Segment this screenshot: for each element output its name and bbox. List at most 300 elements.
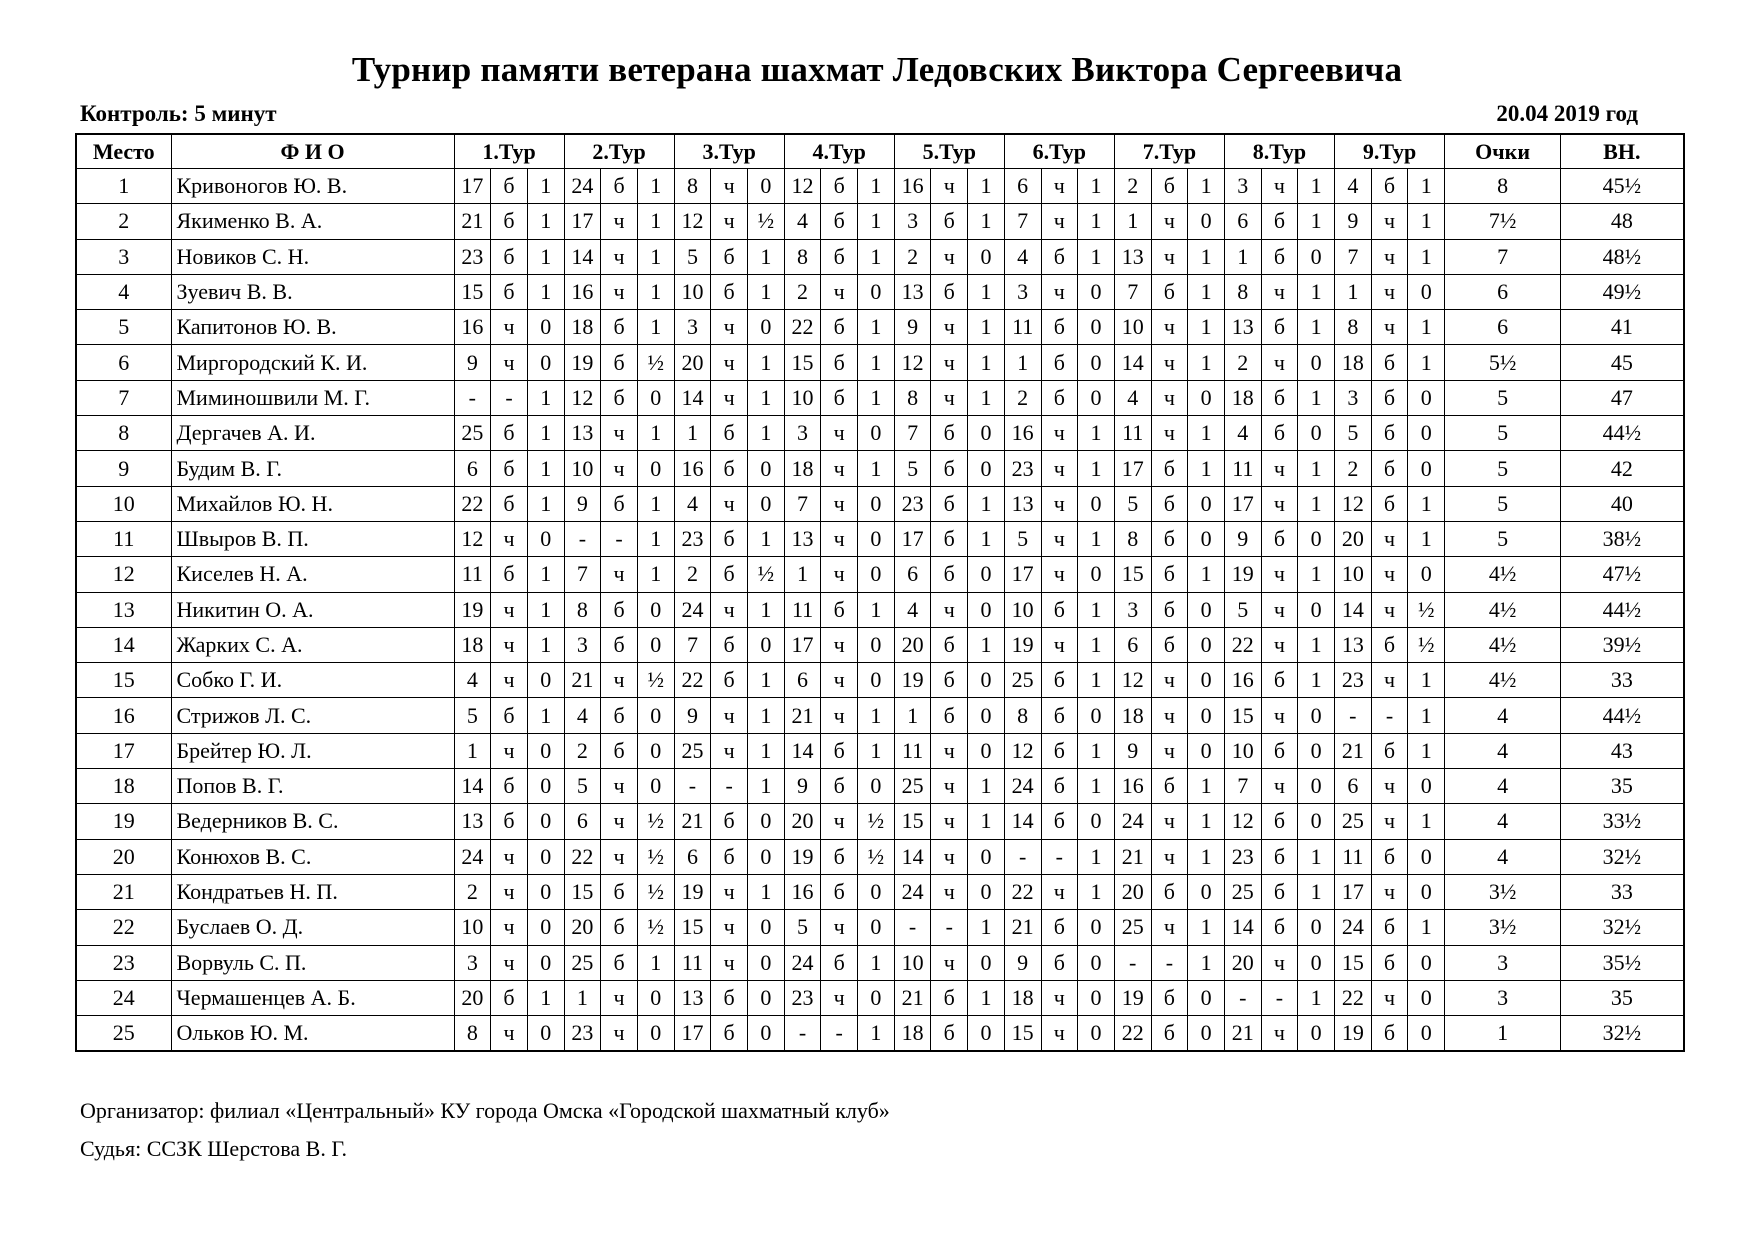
result-cell: 1	[637, 274, 674, 309]
opponent-cell: 5	[674, 239, 711, 274]
opponent-cell: 21	[454, 204, 491, 239]
color-cell: ч	[601, 557, 638, 592]
result-cell: 0	[527, 521, 564, 556]
place-cell: 4	[76, 274, 171, 309]
color-cell: -	[1151, 945, 1188, 980]
player-name-cell: Жарких С. А.	[171, 627, 454, 662]
result-cell: 1	[968, 980, 1005, 1015]
opponent-cell: 16	[784, 874, 821, 909]
result-cell: 1	[858, 310, 895, 345]
opponent-cell: 18	[784, 451, 821, 486]
result-cell: 1	[527, 627, 564, 662]
color-cell: б	[711, 451, 748, 486]
result-cell: 1	[968, 486, 1005, 521]
color-cell: ч	[821, 980, 858, 1015]
color-cell: б	[1371, 345, 1408, 380]
result-cell: 1	[1078, 839, 1115, 874]
opponent-cell: 24	[1004, 769, 1041, 804]
color-cell: ч	[931, 839, 968, 874]
color-cell: б	[931, 557, 968, 592]
opponent-cell: 19	[674, 874, 711, 909]
player-name-cell: Кривоногов Ю. В.	[171, 169, 454, 204]
opponent-cell: 19	[784, 839, 821, 874]
result-cell: 1	[1298, 557, 1335, 592]
opponent-cell: 3	[1224, 169, 1261, 204]
result-cell: 0	[1188, 486, 1225, 521]
place-cell: 13	[76, 592, 171, 627]
result-cell: 1	[527, 204, 564, 239]
result-cell: 0	[1078, 557, 1115, 592]
color-cell: ч	[711, 345, 748, 380]
place-cell: 6	[76, 345, 171, 380]
color-cell: б	[711, 980, 748, 1015]
opponent-cell: 8	[564, 592, 601, 627]
color-cell: ч	[1041, 416, 1078, 451]
result-cell: ½	[858, 839, 895, 874]
result-cell: 0	[1298, 698, 1335, 733]
color-cell: б	[601, 698, 638, 733]
result-cell: 1	[1408, 345, 1445, 380]
color-cell: ч	[1261, 451, 1298, 486]
color-cell: б	[1371, 169, 1408, 204]
header-row	[76, 134, 1684, 169]
color-cell: ч	[601, 769, 638, 804]
tiebreak-cell: 45	[1561, 345, 1684, 380]
color-cell: ч	[711, 204, 748, 239]
color-cell: ч	[1371, 592, 1408, 627]
color-cell: б	[1151, 592, 1188, 627]
result-cell: 0	[968, 239, 1005, 274]
result-cell: 0	[858, 274, 895, 309]
results-table	[75, 133, 1685, 1052]
tiebreak-cell: 44½	[1561, 698, 1684, 733]
color-cell: б	[601, 169, 638, 204]
opponent-cell: 8	[784, 239, 821, 274]
color-cell: б	[931, 486, 968, 521]
color-cell: ч	[931, 874, 968, 909]
opponent-cell: 23	[454, 239, 491, 274]
opponent-cell: 3	[1335, 380, 1372, 415]
points-cell: 5	[1445, 451, 1561, 486]
result-cell: 0	[748, 1016, 785, 1052]
color-cell: ч	[711, 733, 748, 768]
opponent-cell: 17	[1335, 874, 1372, 909]
opponent-cell: 21	[1114, 839, 1151, 874]
result-cell: 0	[1298, 521, 1335, 556]
result-cell: 0	[527, 910, 564, 945]
player-name-cell: Швыров В. П.	[171, 521, 454, 556]
opponent-cell: 8	[1004, 698, 1041, 733]
opponent-cell: 14	[1004, 804, 1041, 839]
tiebreak-cell: 33	[1561, 663, 1684, 698]
table-row	[76, 769, 1684, 804]
color-cell: б	[601, 486, 638, 521]
opponent-cell: 1	[454, 733, 491, 768]
opponent-cell: 18	[1335, 345, 1372, 380]
opponent-cell: 18	[1114, 698, 1151, 733]
player-name-cell: Чермашенцев А. Б.	[171, 980, 454, 1015]
header-round-9: 9.Тур	[1335, 134, 1445, 169]
points-cell: 1	[1445, 1016, 1561, 1052]
result-cell: 0	[1298, 910, 1335, 945]
opponent-cell: 25	[1224, 874, 1261, 909]
opponent-cell: 7	[1004, 204, 1041, 239]
opponent-cell: 23	[894, 486, 931, 521]
result-cell: 1	[1188, 169, 1225, 204]
result-cell: 0	[1078, 380, 1115, 415]
result-cell: 1	[748, 698, 785, 733]
color-cell: ч	[821, 451, 858, 486]
color-cell: ч	[1371, 204, 1408, 239]
player-name-cell: Якименко В. А.	[171, 204, 454, 239]
color-cell: б	[601, 380, 638, 415]
opponent-cell: 21	[1224, 1016, 1261, 1052]
color-cell: ч	[821, 663, 858, 698]
result-cell: 1	[968, 627, 1005, 662]
opponent-cell: 6	[894, 557, 931, 592]
result-cell: 1	[1188, 451, 1225, 486]
color-cell: б	[821, 239, 858, 274]
opponent-cell: 5	[454, 698, 491, 733]
color-cell: ч	[601, 416, 638, 451]
color-cell: б	[821, 310, 858, 345]
color-cell: ч	[491, 910, 528, 945]
opponent-cell: 10	[454, 910, 491, 945]
opponent-cell: 6	[784, 663, 821, 698]
color-cell: ч	[601, 204, 638, 239]
opponent-cell: 12	[1114, 663, 1151, 698]
opponent-cell: 4	[1335, 169, 1372, 204]
opponent-cell: 17	[564, 204, 601, 239]
points-cell: 3	[1445, 945, 1561, 980]
opponent-cell: 20	[784, 804, 821, 839]
table-row	[76, 980, 1684, 1015]
opponent-cell: 10	[1335, 557, 1372, 592]
place-cell: 19	[76, 804, 171, 839]
opponent-cell: 2	[1004, 380, 1041, 415]
opponent-cell: 14	[674, 380, 711, 415]
color-cell: -	[1261, 980, 1298, 1015]
opponent-cell: 6	[674, 839, 711, 874]
color-cell: б	[821, 169, 858, 204]
opponent-cell: 15	[1114, 557, 1151, 592]
opponent-cell: 8	[674, 169, 711, 204]
result-cell: 1	[748, 274, 785, 309]
color-cell: ч	[931, 169, 968, 204]
result-cell: 0	[637, 1016, 674, 1052]
color-cell: б	[1151, 451, 1188, 486]
tiebreak-cell: 47	[1561, 380, 1684, 415]
tiebreak-cell: 43	[1561, 733, 1684, 768]
points-cell: 7½	[1445, 204, 1561, 239]
color-cell: ч	[491, 663, 528, 698]
points-cell: 5	[1445, 380, 1561, 415]
color-cell: ч	[931, 804, 968, 839]
opponent-cell: 23	[1004, 451, 1041, 486]
opponent-cell: 13	[1224, 310, 1261, 345]
opponent-cell: 20	[674, 345, 711, 380]
opponent-cell: 13	[894, 274, 931, 309]
result-cell: 1	[527, 274, 564, 309]
result-cell: 1	[1188, 310, 1225, 345]
result-cell: 1	[527, 486, 564, 521]
table-row	[76, 345, 1684, 380]
result-cell: 1	[968, 380, 1005, 415]
color-cell: ч	[1371, 769, 1408, 804]
points-cell: 4½	[1445, 663, 1561, 698]
result-cell: 1	[968, 769, 1005, 804]
result-cell: 0	[637, 627, 674, 662]
color-cell: ч	[1371, 274, 1408, 309]
result-cell: 1	[858, 345, 895, 380]
table-row	[76, 804, 1684, 839]
color-cell: ч	[1151, 910, 1188, 945]
color-cell: ч	[1151, 345, 1188, 380]
player-name-cell: Михайлов Ю. Н.	[171, 486, 454, 521]
table-row	[76, 627, 1684, 662]
opponent-cell: 12	[454, 521, 491, 556]
opponent-cell: 16	[1114, 769, 1151, 804]
tiebreak-cell: 38½	[1561, 521, 1684, 556]
result-cell: 1	[1188, 239, 1225, 274]
result-cell: 0	[748, 627, 785, 662]
opponent-cell: 20	[1114, 874, 1151, 909]
result-cell: 1	[1408, 486, 1445, 521]
tiebreak-cell: 47½	[1561, 557, 1684, 592]
tiebreak-cell: 44½	[1561, 416, 1684, 451]
opponent-cell: 9	[1335, 204, 1372, 239]
opponent-cell: 3	[894, 204, 931, 239]
color-cell: б	[821, 204, 858, 239]
result-cell: 1	[637, 416, 674, 451]
result-cell: 0	[968, 416, 1005, 451]
color-cell: ч	[1371, 239, 1408, 274]
table-row	[76, 592, 1684, 627]
opponent-cell: 1	[1004, 345, 1041, 380]
opponent-cell: 4	[564, 698, 601, 733]
color-cell: б	[1371, 1016, 1408, 1052]
result-cell: 1	[858, 380, 895, 415]
opponent-cell: 7	[894, 416, 931, 451]
color-cell: б	[1041, 310, 1078, 345]
color-cell: б	[1371, 451, 1408, 486]
result-cell: 0	[527, 310, 564, 345]
opponent-cell: 11	[1335, 839, 1372, 874]
color-cell: -	[491, 380, 528, 415]
result-cell: ½	[858, 804, 895, 839]
color-cell: б	[711, 1016, 748, 1052]
color-cell: ч	[1041, 451, 1078, 486]
opponent-cell: 2	[1114, 169, 1151, 204]
color-cell: ч	[491, 945, 528, 980]
tiebreak-cell: 33½	[1561, 804, 1684, 839]
points-cell: 5½	[1445, 345, 1561, 380]
opponent-cell: 10	[1114, 310, 1151, 345]
color-cell: б	[1261, 663, 1298, 698]
place-cell: 1	[76, 169, 171, 204]
opponent-cell: 11	[784, 592, 821, 627]
player-name-cell: Ольков Ю. М.	[171, 1016, 454, 1052]
opponent-cell: 15	[784, 345, 821, 380]
opponent-cell: 1	[674, 416, 711, 451]
result-cell: 0	[1188, 592, 1225, 627]
color-cell: б	[1151, 274, 1188, 309]
color-cell: б	[601, 910, 638, 945]
place-cell: 24	[76, 980, 171, 1015]
color-cell: б	[821, 839, 858, 874]
result-cell: 1	[1078, 627, 1115, 662]
result-cell: 0	[858, 521, 895, 556]
color-cell: б	[1041, 945, 1078, 980]
color-cell: б	[1261, 380, 1298, 415]
result-cell: 1	[1408, 521, 1445, 556]
result-cell: 0	[748, 839, 785, 874]
result-cell: 0	[968, 592, 1005, 627]
result-cell: 1	[1298, 663, 1335, 698]
color-cell: б	[491, 769, 528, 804]
points-cell: 4½	[1445, 592, 1561, 627]
result-cell: 1	[1408, 169, 1445, 204]
result-cell: 0	[968, 1016, 1005, 1052]
opponent-cell: 21	[1004, 910, 1041, 945]
result-cell: 1	[1078, 416, 1115, 451]
result-cell: 0	[1188, 627, 1225, 662]
opponent-cell: 23	[1335, 663, 1372, 698]
color-cell: -	[1041, 839, 1078, 874]
result-cell: 1	[1298, 486, 1335, 521]
opponent-cell: 5	[1224, 592, 1261, 627]
result-cell: 1	[1188, 557, 1225, 592]
color-cell: б	[931, 274, 968, 309]
opponent-cell: 10	[674, 274, 711, 309]
table-row	[76, 945, 1684, 980]
color-cell: ч	[1041, 557, 1078, 592]
color-cell: б	[1261, 521, 1298, 556]
opponent-cell: 1	[784, 557, 821, 592]
result-cell: 1	[1188, 945, 1225, 980]
result-cell: 0	[858, 627, 895, 662]
opponent-cell: 13	[1004, 486, 1041, 521]
result-cell: 0	[1188, 1016, 1225, 1052]
color-cell: ч	[821, 486, 858, 521]
opponent-cell: 14	[1224, 910, 1261, 945]
opponent-cell: -	[1335, 698, 1372, 733]
result-cell: 0	[968, 839, 1005, 874]
color-cell: б	[1151, 980, 1188, 1015]
result-cell: 1	[637, 204, 674, 239]
result-cell: 0	[527, 874, 564, 909]
opponent-cell: 15	[894, 804, 931, 839]
opponent-cell: 2	[564, 733, 601, 768]
result-cell: 0	[1298, 945, 1335, 980]
opponent-cell: 24	[674, 592, 711, 627]
color-cell: б	[601, 874, 638, 909]
result-cell: 1	[968, 345, 1005, 380]
color-cell: ч	[601, 804, 638, 839]
color-cell: ч	[931, 345, 968, 380]
opponent-cell: -	[674, 769, 711, 804]
result-cell: 1	[968, 274, 1005, 309]
color-cell: б	[1261, 910, 1298, 945]
opponent-cell: 22	[454, 486, 491, 521]
color-cell: ч	[1261, 945, 1298, 980]
opponent-cell: 19	[564, 345, 601, 380]
table-row	[76, 698, 1684, 733]
player-name-cell: Никитин О. А.	[171, 592, 454, 627]
header-points: Очки	[1445, 134, 1561, 169]
table-row	[76, 416, 1684, 451]
opponent-cell: 13	[784, 521, 821, 556]
color-cell: б	[1151, 486, 1188, 521]
table-row	[76, 663, 1684, 698]
opponent-cell: 22	[1224, 627, 1261, 662]
result-cell: 1	[748, 345, 785, 380]
opponent-cell: 12	[674, 204, 711, 239]
opponent-cell: 16	[1224, 663, 1261, 698]
result-cell: 1	[1188, 804, 1225, 839]
result-cell: 1	[1298, 169, 1335, 204]
table-row	[76, 733, 1684, 768]
opponent-cell: -	[454, 380, 491, 415]
result-cell: 1	[748, 380, 785, 415]
color-cell: ч	[711, 380, 748, 415]
result-cell: 1	[1298, 310, 1335, 345]
result-cell: 1	[527, 169, 564, 204]
color-cell: -	[931, 910, 968, 945]
color-cell: б	[491, 239, 528, 274]
result-cell: 1	[1078, 169, 1115, 204]
result-cell: 0	[1078, 945, 1115, 980]
result-cell: 1	[858, 945, 895, 980]
opponent-cell: 2	[784, 274, 821, 309]
color-cell: ч	[821, 521, 858, 556]
color-cell: б	[1261, 239, 1298, 274]
tiebreak-cell: 48½	[1561, 239, 1684, 274]
color-cell: б	[931, 204, 968, 239]
result-cell: 0	[1408, 769, 1445, 804]
color-cell: б	[1261, 804, 1298, 839]
result-cell: 0	[637, 769, 674, 804]
color-cell: ч	[1151, 733, 1188, 768]
color-cell: ч	[821, 698, 858, 733]
color-cell: б	[1261, 839, 1298, 874]
result-cell: 1	[748, 416, 785, 451]
table-row	[76, 874, 1684, 909]
result-cell: 1	[1188, 910, 1225, 945]
color-cell: ч	[1041, 627, 1078, 662]
result-cell: 1	[748, 521, 785, 556]
result-cell: 1	[637, 169, 674, 204]
points-cell: 4	[1445, 804, 1561, 839]
result-cell: 0	[1078, 345, 1115, 380]
player-name-cell: Киселев Н. А.	[171, 557, 454, 592]
color-cell: ч	[1371, 663, 1408, 698]
result-cell: 0	[1188, 663, 1225, 698]
color-cell: ч	[491, 310, 528, 345]
tiebreak-cell: 39½	[1561, 627, 1684, 662]
player-name-cell: Ворвуль С. П.	[171, 945, 454, 980]
points-cell: 7	[1445, 239, 1561, 274]
color-cell: б	[491, 416, 528, 451]
color-cell: ч	[821, 627, 858, 662]
result-cell: 1	[748, 663, 785, 698]
opponent-cell: 5	[1335, 416, 1372, 451]
opponent-cell: 14	[454, 769, 491, 804]
points-cell: 6	[1445, 274, 1561, 309]
color-cell: ч	[931, 310, 968, 345]
opponent-cell: 8	[1114, 521, 1151, 556]
result-cell: 1	[1298, 627, 1335, 662]
